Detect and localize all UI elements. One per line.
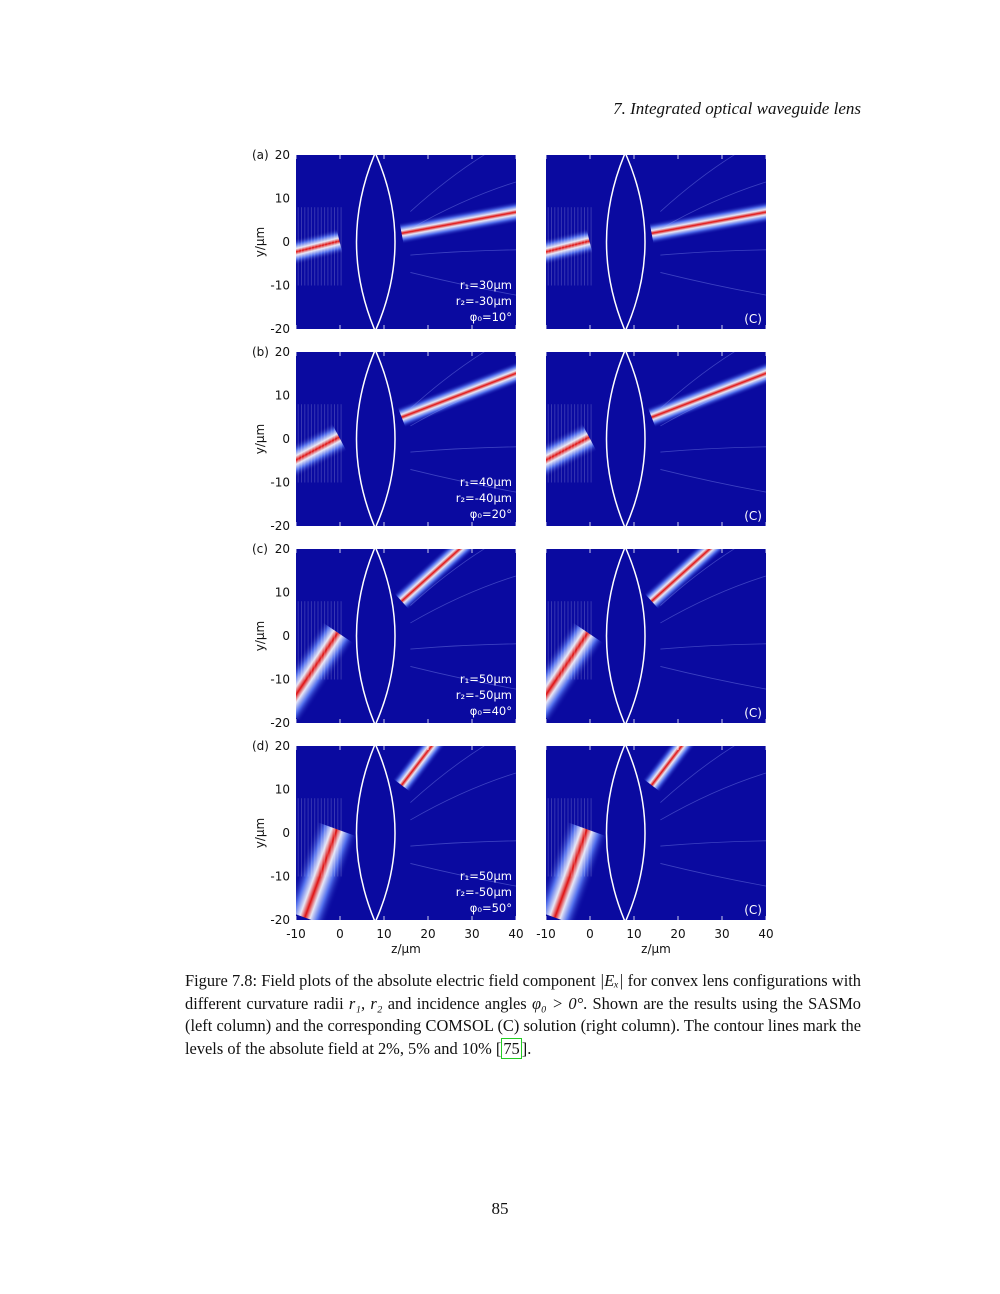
y-axis-label: y/µm [253,423,267,455]
y-tick-label: 0 [282,826,290,840]
param-phi: φ₀=50° [469,901,512,915]
x-tick-label: 40 [508,927,524,941]
x-tick-label: 30 [714,927,730,941]
y-tick-label: 10 [274,782,290,797]
caption-text-5: ]. [521,1038,532,1058]
panel-comsol-1 [499,334,800,528]
caption-math-r: r₁, r₂ [348,993,383,1013]
panel-label: (a) [252,148,269,162]
x-tick-label: 40 [758,927,774,941]
caption-math-ex: |Eₓ| [599,971,624,990]
x-tick-label: -10 [536,927,556,941]
caption-text-4: . Shown are the results using the SASMo (left column) and the corresponding COMSOL (C) solution (right column). The contour lines mark the levels of the absolute field at 2%, 5% and 10% [ [185,993,861,1058]
x-axis-label: z/µm [391,942,421,956]
panel-label: (c) [252,542,268,556]
panel-label: (b) [252,345,269,359]
param-r2: r₂=-50µm [455,885,512,899]
param-r1: r₁=40µm [459,475,512,489]
y-tick-label: 20 [274,345,290,359]
y-tick-label: 0 [282,235,290,249]
y-tick-label: 20 [274,542,290,556]
caption-text-2: for convex lens configurations with different curvature radii [185,971,862,1013]
panel-sasmo-1 [249,334,583,533]
y-tick-label: 0 [282,629,290,643]
param-r2: r₂=-30µm [455,294,512,308]
y-tick-label: -20 [270,519,290,533]
y-tick-label: 10 [274,388,290,403]
y-tick-label: -10 [270,869,290,884]
running-header: 7. Integrated optical waveguide lens [613,99,861,118]
y-tick-label: 10 [274,585,290,600]
page-number: 85 [491,1199,509,1218]
panel-sasmo-0 [245,140,590,336]
y-axis-label: y/µm [253,817,267,849]
comsol-tag: (C) [744,903,762,917]
figure-caption [185,970,861,1060]
x-tick-label: 0 [586,927,594,941]
param-phi: φ₀=20° [469,507,512,521]
panel-label: (d) [252,739,269,753]
caption-text-1: Field plots of the absolute electric field component [257,971,600,990]
caption-text-3: and incidence angles [382,993,532,1013]
citation-link[interactable]: 75 [503,1038,520,1058]
caption-label: Figure 7.8: [185,971,258,990]
x-tick-label: 20 [420,927,436,941]
y-tick-label: -10 [270,278,290,293]
x-tick-label: 10 [376,927,392,941]
param-phi: φ₀=10° [469,310,512,324]
comsol-tag: (C) [744,706,762,720]
y-tick-label: 20 [274,148,290,162]
panel-comsol-0 [495,140,800,331]
y-tick-label: 10 [274,191,290,206]
y-axis-label: y/µm [253,226,267,258]
x-tick-label: 30 [464,927,480,941]
comsol-tag: (C) [744,509,762,523]
caption-math-phi: φ₀ > 0° [531,993,584,1013]
param-r1: r₁=50µm [459,672,512,686]
param-r2: r₂=-50µm [455,688,512,702]
param-r1: r₁=30µm [459,278,512,292]
param-phi: φ₀=40° [469,704,512,718]
y-tick-label: -20 [270,913,290,927]
x-tick-label: 10 [626,927,642,941]
y-tick-label: -20 [270,716,290,730]
y-tick-label: 20 [274,739,290,753]
x-axis-label: z/µm [641,942,671,956]
field-plot-figure [240,140,800,960]
x-tick-label: -10 [286,927,306,941]
param-r2: r₂=-40µm [455,491,512,505]
x-tick-label: 0 [336,927,344,941]
comsol-tag: (C) [744,312,762,326]
y-tick-label: 0 [282,432,290,446]
y-axis-label: y/µm [253,620,267,652]
x-tick-label: 20 [670,927,686,941]
y-tick-label: -20 [270,322,290,336]
y-tick-label: -10 [270,475,290,490]
param-r1: r₁=50µm [459,869,512,883]
y-tick-label: -10 [270,672,290,687]
